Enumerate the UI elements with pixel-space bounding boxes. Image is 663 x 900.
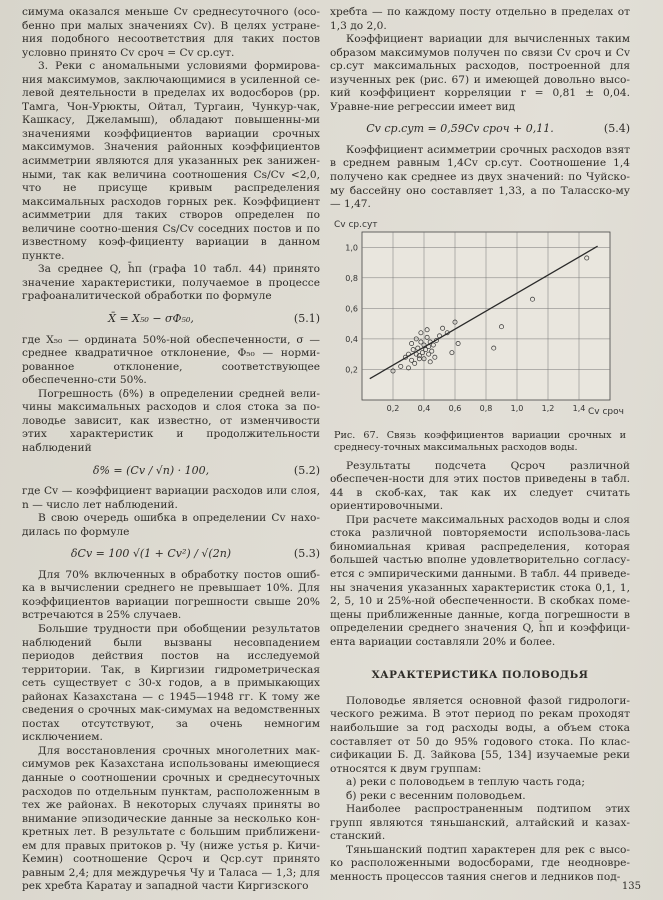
paragraph: Коэффициент вариации для вычисленных таким образом максимумов получен по связи Cv сроч и Cv ср.сут максимальных расходов, построенной для изученных рек (рис. 67) и имеющей довольно высо-кий коэффициент корреляции r = 0,81 ± 0,04. Уравне-ние регрессии имеет вид	[330, 33, 630, 113]
right-column	[330, 6, 630, 885]
formula-5-3	[22, 547, 320, 561]
page-number: 135	[621, 881, 641, 892]
paragraph: За среднее Q, h̄п (графа 10 табл. 44) принято значение характеристики, получаемое в процессе графоаналитической обработки по формуле	[22, 263, 320, 303]
paragraph: где X₅₀ — ордината 50%-ной обеспеченности, σ — среднее квадратичное отклонение, Φ₅₀ — норми-рованное отклонение, соответствующее обеспеченно-сти 50%.	[22, 333, 320, 387]
paragraph: где Cv — коэффициент вариации расходов или слоя, n — число лет наблюдений.	[22, 485, 320, 511]
formula-5-2	[22, 464, 320, 478]
paragraph: Тяньшанский подтип характерен для рек с высо-ко расположенными водосборами, где неодновре-менность процессов таяния снегов и ледников под-	[330, 843, 630, 883]
x-tick-label: 0,4	[417, 403, 431, 413]
paragraph: хребта — по каждому посту отдельно в пределах от 1,3 до 2,0.	[330, 6, 630, 32]
formula-number: (5.3)	[293, 547, 320, 561]
y-tick-label: 0,6	[345, 304, 358, 314]
formula-expression: Cv ср.сут = 0,59Cv сроч + 0,11.	[366, 122, 554, 136]
list-item: б) реки с весенним половодьем.	[346, 789, 526, 802]
paragraph: Наиболее распространенным подтипом этих групп являются тяньшанский, алтайский и казах-станский.	[330, 803, 630, 843]
formula-5-1	[22, 312, 320, 326]
x-axis-label: Cv сроч	[588, 406, 624, 417]
y-tick-label: 0,8	[345, 273, 358, 283]
formula-expression: X̄ = X₅₀ − σΦ₅₀,	[108, 312, 194, 326]
paragraph: Коэффициент асимметрии срочных расходов взят в среднем равным 1,4Cv ср.сут. Соотношение 1,4 получено как среднее из двух значений: по Чуйско-му бассейну оно составляет 1,33, а по Таласско-му — 1,47.	[330, 143, 630, 211]
paragraph: 3. Реки с аномальными условиями формирова-ния максимумов, заключающимися в усиленной се-левой деятельности в пределах их водосборов (рр. Тамга, Чон-Урюкты, Ойтал, Тургаин, Чункур-чак, Кашкасу, Джеламыш), обладают повышенны-ми значениями коэффициентов вариации срочных максимумов. Значения районных коэффициентов асимметрии являются для указанных рек занижен-ными, так как величина соотношения Cs/Cv <2,0, что не присуще кривым распределения максимальных расходов горных рек. Коэффициент асимметрии для таких створов определен по величине соотно-шения Cs/Cv соседних постов и по известному коэф-фициенту вариации в данном пункте.	[22, 60, 320, 262]
y-axis-label: Cv ср.сут	[334, 219, 378, 230]
figure-caption: Рис. 67. Связь коэффициентов вариации срочных и среднесу-точных максимальных расходов воды.	[334, 429, 626, 453]
x-tick-label: 0,8	[479, 403, 493, 413]
formula-number: (5.2)	[293, 463, 320, 477]
paragraph: Погрешность (δ%) в определении средней вели-чины максимальных расходов и слоя стока за по-ловодье зависит, как известно, от изменчивости этих характеристик и продолжительности наблюдений	[22, 387, 320, 454]
section-heading: ХАРАКТЕРИСТИКА ПОЛОВОДЬЯ	[371, 669, 589, 682]
x-tick-label: 1,4	[572, 403, 586, 413]
y-tick-label: 0,4	[345, 334, 358, 344]
y-tick-label: 0,2	[345, 365, 358, 375]
y-tick-label: 1,0	[345, 242, 358, 252]
paragraph: Результаты подсчета Qсроч различной обеспечен-ности для этих постов приведены в табл. 44 в скоб-ках, так как их следует считать ориентировочными.	[330, 459, 630, 513]
figure-67-chart	[330, 216, 630, 426]
paragraph: Для восстановления срочных многолетних мак-симумов рек Казахстана использованы имеющиеся данные о соотношении срочных и среднесуточных расходов по отдельным пунктам, расположенным в тех же районах. В некоторых случаях приняты во внимание эпизодические данные за несколько кон-кретных лет. В результате с большим приближени-ем для правых притоков р. Чу (ниже устья р. Кичи-Кемин) соотношение Qсроч и Qср.сут принято равным 2,4; для междуречья Чу и Таласа — 1,3; для рек хребта Каратау и западной части Киргизского	[22, 744, 320, 893]
x-tick-label: 0,6	[448, 403, 462, 413]
formula-expression: δ% = (Cv / √n) · 100,	[92, 463, 210, 477]
formula-number: (5.1)	[293, 312, 320, 326]
paragraph: симума оказался меньше Cv среднесуточного (осо-бенно при малых значениях Cv). В целях устране-ния подобного несоответствия для таких постов условно принято Cv сроч = Cv ср.сут.	[22, 6, 320, 59]
scatter-plot	[330, 216, 630, 426]
x-tick-label: 0,2	[386, 403, 400, 413]
paragraph: Половодье является основной фазой гидрологи-ческого режима. В этот период по рекам проходят наибольшие за год расходы воды, а объем стока составляет от 50 до 95% годового стока. По клас-сификации Б. Д. Зайкова [55, 134] изучаемые реки относятся к двум группам:	[330, 694, 630, 775]
x-tick-label: 1,2	[541, 403, 555, 413]
formula-number: (5.4)	[603, 122, 630, 136]
formula-expression: δCv = 100 √(1 + Cv²) / √(2n)	[70, 547, 232, 561]
x-tick-label: 1,0	[510, 403, 524, 413]
left-column	[22, 6, 320, 894]
paragraph: В свою очередь ошибка в определении Cv нахо-дилась по формуле	[22, 512, 320, 538]
list-item: а) реки с половодьем в теплую часть года;	[346, 776, 585, 789]
paragraph: Большие трудности при обобщении результатов наблюдений были вызваны несовпадением периодов действия постов на исследуемой территории. Так, в Киргизии гидрометрическая сеть существует с 30-х годов, а в примыкающих районах Казахстана — с 1945—1948 гг. К тому же сведения о срочных мак-симумах на ведомственных постах отсутствуют, за очень немногим исключением.	[22, 622, 320, 744]
paragraph: При расчете максимальных расходов воды и слоя стока различной повторяемости использова-лась биномиальная кривая распределения, которая большей частью вполне удовлетворительно согласу-ется с эмпирическими данными. В табл. 44 приведе-ны значения указанных характеристик стока 0,1, 1, 2, 5, 10 и 25%-ной обеспеченности. В скобках поме-щены приближенные данные, когда погрешности в определении среднего значения Q, h̄п и коэффици-ента вариации составляли 20% и более.	[330, 513, 630, 648]
formula-5-4	[330, 122, 630, 136]
paragraph: Для 70% включенных в обработку постов ошиб-ка в вычислении среднего не превышает 10%. Для коэффициентов вариации погрешности свыше 20% встречаются в 25% случаев.	[22, 568, 320, 622]
